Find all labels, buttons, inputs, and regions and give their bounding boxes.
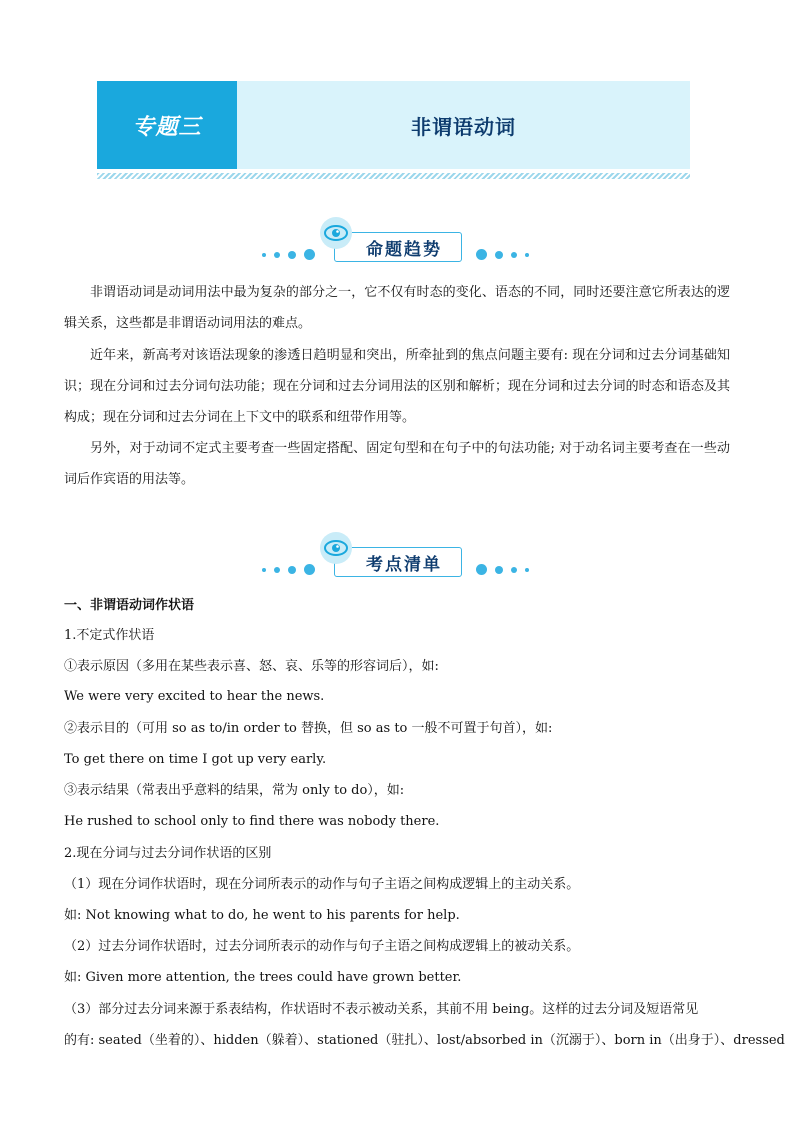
dots-left [262, 564, 315, 575]
dots-right [476, 564, 529, 575]
dots-left [262, 249, 315, 260]
eye-icon [320, 532, 352, 564]
topic-banner [97, 81, 690, 169]
intro-paragraph-3: 另外，对于动词不定式主要考查一些固定搭配、固定句型和在句子中的句法功能; 对于动名词主要考查在一些动词后作宾语的用法等。 [64, 441, 730, 487]
example-3: He rushed to school only to find there was nobody there. [64, 814, 440, 829]
example-4: 如: Not knowing what to do, he went to his parents for help. [64, 908, 460, 923]
eye-icon [320, 217, 352, 249]
example-2: To get there on time I got up very early. [64, 752, 327, 767]
point-3: （3）部分过去分词来源于系表结构，作状语时不表示被动关系，其前不用 being。这样的过去分词及短语常见 [64, 1002, 699, 1017]
dots-right [476, 249, 529, 260]
banner-stripe [97, 173, 690, 179]
intro-paragraph-2: 近年来，新高考对该语法现象的渗透日趋明显和突出，所牵扯到的焦点问题主要有: 现在分词和过去分词基础知识；现在分词和过去分词句法功能；现在分词和过去分词用法的区别和解析；现在分词和过去分词的时态和语态及其构成；现在分词和过去分词在上下文中的联系和纽带作用等。 [64, 348, 730, 425]
point-2: （2）过去分词作状语时，过去分词所表示的动作与句子主语之间构成逻辑上的被动关系。 [64, 939, 580, 954]
heading-1: 一、非谓语动词作状语 [64, 598, 195, 613]
example-1: We were very excited to hear the news. [64, 689, 325, 704]
point-3-continued: 的有: seated（坐着的）、hidden（躲着）、stationed（驻扎）、lost/absorbed in（沉溺于）、born in（出身于）、dressed [64, 1033, 785, 1048]
case-2: ②表示目的（可用 so as to/in order to 替换，但 so as to 一般不可置于句首），如: [64, 721, 553, 736]
section-heading-checklist [0, 531, 794, 591]
intro-paragraph-1: 非谓语动词是动词用法中最为复杂的部分之一，它不仅有时态的变化、语态的不同，同时还要注意它所表达的逻辑关系，这些都是非谓语动词用法的难点。 [64, 285, 730, 331]
section-title: 命题趋势 [334, 232, 462, 262]
topic-tag: 专题三 [97, 81, 237, 169]
case-1: ①表示原因（多用在某些表示喜、怒、哀、乐等的形容词后），如: [64, 659, 439, 674]
case-3: ③表示结果（常表出乎意料的结果，常为 only to do），如: [64, 783, 405, 798]
point-1: （1）现在分词作状语时，现在分词所表示的动作与句子主语之间构成逻辑上的主动关系。 [64, 877, 580, 892]
subheading-2: 2.现在分词与过去分词作状语的区别 [64, 846, 272, 861]
topic-title: 非谓语动词 [411, 114, 516, 139]
subheading-1: 1.不定式作状语 [64, 628, 155, 643]
section-heading-trend [0, 216, 794, 276]
section-title: 考点清单 [334, 547, 462, 577]
example-5: 如: Given more attention, the trees could have grown better. [64, 970, 462, 985]
